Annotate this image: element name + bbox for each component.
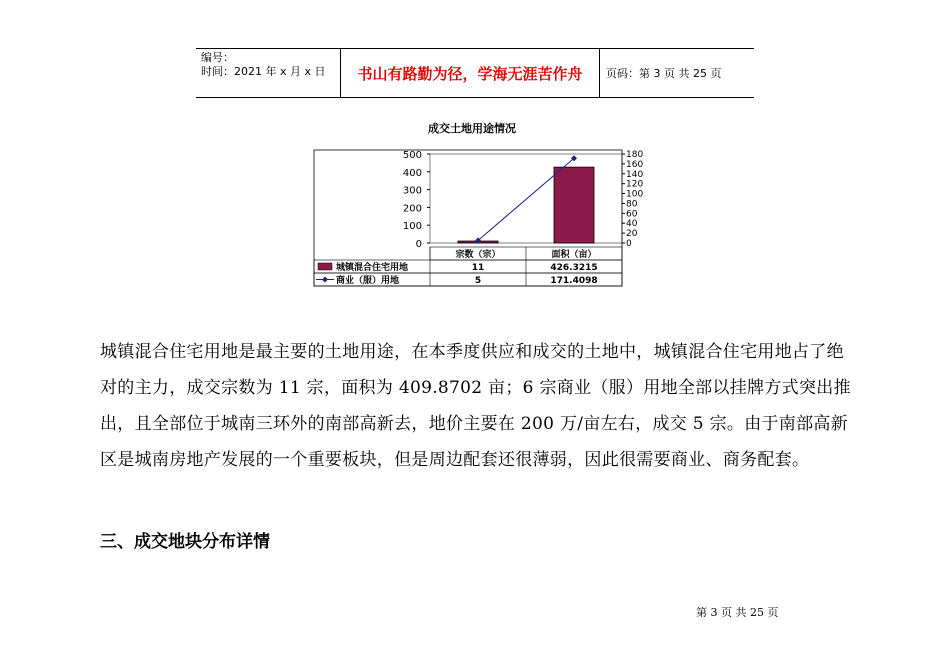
right-tick-label: 140 bbox=[626, 169, 644, 180]
left-tick-label: 0 bbox=[415, 239, 422, 250]
body-paragraph bbox=[100, 334, 860, 478]
header-meta bbox=[196, 49, 341, 97]
legend-marker bbox=[322, 277, 328, 283]
right-tick-label: 120 bbox=[626, 179, 644, 190]
legend-swatch bbox=[318, 263, 332, 270]
right-tick-label: 60 bbox=[626, 209, 638, 220]
land-use-chart bbox=[312, 112, 644, 296]
header-page-label: 页码：第 3 页 共 25 页 bbox=[606, 67, 722, 80]
right-tick-label: 40 bbox=[626, 219, 638, 230]
number-label: 编号： bbox=[201, 51, 234, 64]
table-category-label: 宗数（宗） bbox=[455, 250, 501, 260]
table-value: 5 bbox=[474, 276, 482, 286]
left-tick-label: 100 bbox=[402, 221, 422, 233]
section-heading: 三、成交地块分布详情 bbox=[100, 532, 270, 552]
table-value: 171.4098 bbox=[550, 276, 598, 286]
right-tick-label: 0 bbox=[626, 239, 632, 249]
table-value: 426.3215 bbox=[550, 263, 598, 273]
page-header bbox=[196, 48, 754, 98]
table-category-label: 面积（亩） bbox=[551, 250, 597, 260]
right-tick-label: 100 bbox=[626, 189, 644, 200]
body-paragraph-text: 城镇混合住宅用地是最主要的土地用途，在本季度供应和成交的土地中，城镇混合住宅用地占了绝对的主力，成交宗数为 11 宗，面积为 409.8702 亩；6 宗商业（服）用地全部以挂牌方式突出推出，且全部位于城南三环外的南部高新去，地价主要在 200 万/亩左右，成交 5 宗。由于南部高新区是城南房地产发展的一个重要板块，但是周边配套还很薄弱，因此很需要商业、商务配套。 bbox=[100, 342, 851, 470]
left-tick-label: 500 bbox=[402, 150, 422, 161]
page-footer: 第 3 页 共 25 页 bbox=[696, 606, 779, 619]
left-tick-label: 300 bbox=[402, 185, 422, 197]
bar bbox=[554, 167, 594, 243]
table-value: 11 bbox=[471, 263, 485, 273]
header-motto: 书山有路勤为径，学海无涯苦作舟 bbox=[341, 49, 600, 97]
left-tick-label: 200 bbox=[402, 203, 422, 215]
right-tick-label: 80 bbox=[626, 199, 638, 210]
chart-title: 成交土地用途情况 bbox=[428, 122, 516, 135]
right-tick-label: 160 bbox=[626, 159, 644, 170]
legend-label: 城镇混合住宅用地 bbox=[336, 263, 409, 273]
legend-label: 商业（服）用地 bbox=[336, 276, 400, 286]
left-tick-label: 400 bbox=[402, 167, 422, 179]
chart-canvas bbox=[312, 112, 644, 296]
time-label: 时间：2021 年 x 月 x 日 bbox=[201, 65, 326, 78]
right-tick-label: 180 bbox=[626, 150, 644, 160]
right-tick-label: 20 bbox=[626, 229, 638, 240]
